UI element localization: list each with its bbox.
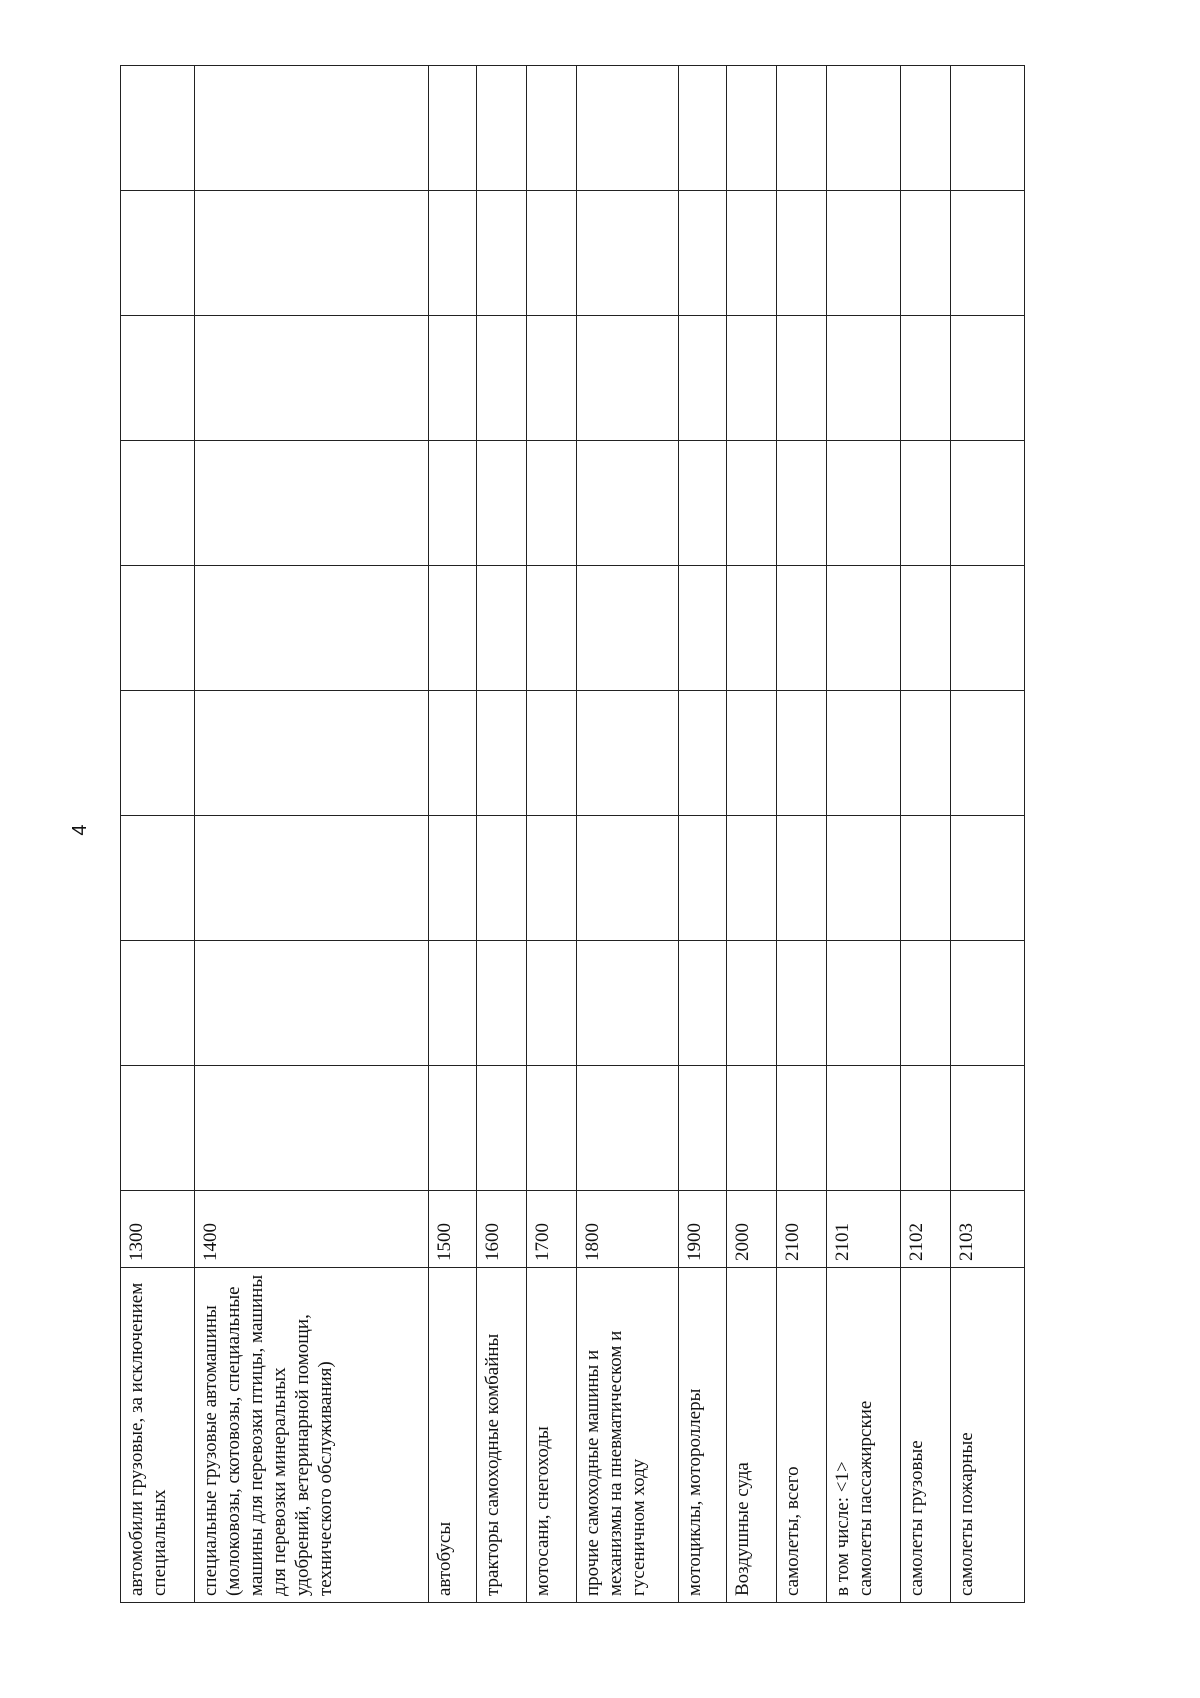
empty-cell [527,66,577,191]
empty-cell [727,316,777,441]
empty-cell [527,566,577,691]
table-row [951,66,1025,1603]
empty-cell [777,941,827,1066]
empty-cell [527,316,577,441]
empty-cell [727,566,777,691]
empty-cell [901,941,951,1066]
empty-cell [577,691,679,816]
empty-cell [195,941,429,1066]
empty-cell [901,816,951,941]
table-row [121,66,195,1603]
row-code: 1500 [429,1191,477,1268]
empty-cell [477,941,527,1066]
empty-cell [577,441,679,566]
empty-cell [901,691,951,816]
empty-cell [951,66,1025,191]
row-name: автобусы [429,1268,477,1603]
row-code: 2102 [901,1191,951,1268]
empty-cell [777,566,827,691]
row-code: 1400 [195,1191,429,1268]
row-name: автомобили грузовые, за исключением специальных [121,1268,195,1603]
table-row [195,66,429,1603]
empty-cell [827,691,901,816]
empty-cell [827,816,901,941]
empty-cell [195,316,429,441]
empty-cell [727,816,777,941]
empty-cell [827,191,901,316]
table-row [679,66,727,1603]
empty-cell [121,566,195,691]
empty-cell [527,691,577,816]
vehicle-table [120,65,1025,1603]
empty-cell [121,691,195,816]
empty-cell [477,191,527,316]
table-row [429,66,477,1603]
empty-cell [477,691,527,816]
empty-cell [577,316,679,441]
empty-cell [195,691,429,816]
empty-cell [901,566,951,691]
empty-cell [121,316,195,441]
empty-cell [951,566,1025,691]
table-row [727,66,777,1603]
empty-cell [195,191,429,316]
table-row [527,66,577,1603]
empty-cell [827,566,901,691]
empty-cell [777,1066,827,1191]
table-row [901,66,951,1603]
row-name: самолеты грузовые [901,1268,951,1603]
row-name: самолеты, всего [777,1268,827,1603]
row-name: специальные грузовые автомашины (молоковозы, скотовозы, специальные машины для перевозки птицы, машины для перевозки минеральных удобрений, ветеринарной помощи, технического обслуживания) [195,1268,429,1603]
empty-cell [777,191,827,316]
empty-cell [827,316,901,441]
row-name: самолеты пожарные [951,1268,1025,1603]
empty-cell [429,566,477,691]
empty-cell [429,191,477,316]
row-code: 1300 [121,1191,195,1268]
row-name: мотоциклы, мотороллеры [679,1268,727,1603]
empty-cell [727,1066,777,1191]
empty-cell [679,816,727,941]
empty-cell [679,691,727,816]
empty-cell [121,941,195,1066]
empty-cell [195,816,429,941]
empty-cell [577,566,679,691]
empty-cell [429,66,477,191]
empty-cell [777,816,827,941]
empty-cell [121,191,195,316]
row-code: 2100 [777,1191,827,1268]
empty-cell [121,1066,195,1191]
empty-cell [429,441,477,566]
empty-cell [727,191,777,316]
empty-cell [901,66,951,191]
empty-cell [477,316,527,441]
row-name: Воздушные суда [727,1268,777,1603]
empty-cell [951,441,1025,566]
rotated-table-container [120,205,1024,1603]
empty-cell [679,441,727,566]
empty-cell [827,441,901,566]
row-code: 2000 [727,1191,777,1268]
empty-cell [577,1066,679,1191]
row-code: 2101 [827,1191,901,1268]
empty-cell [121,441,195,566]
empty-cell [477,566,527,691]
empty-cell [679,191,727,316]
empty-cell [951,316,1025,441]
empty-cell [951,816,1025,941]
empty-cell [951,941,1025,1066]
empty-cell [577,191,679,316]
empty-cell [195,66,429,191]
empty-cell [901,1066,951,1191]
empty-cell [679,66,727,191]
empty-cell [121,816,195,941]
empty-cell [951,1066,1025,1191]
empty-cell [901,316,951,441]
row-name-line-1: в том числе: <1> [832,1461,853,1596]
row-code: 1700 [527,1191,577,1268]
row-name: мотосани, снегоходы [527,1268,577,1603]
row-name-line-2: самолеты пассажирские [855,1400,876,1596]
table-row [777,66,827,1603]
empty-cell [827,941,901,1066]
table-row [827,66,901,1603]
page-number: 4 [69,824,91,836]
empty-cell [901,441,951,566]
empty-cell [429,691,477,816]
empty-cell [727,941,777,1066]
empty-cell [527,191,577,316]
empty-cell [577,66,679,191]
table-row [577,66,679,1603]
row-code: 1600 [477,1191,527,1268]
empty-cell [777,691,827,816]
empty-cell [429,1066,477,1191]
empty-cell [577,816,679,941]
empty-cell [577,941,679,1066]
empty-cell [777,316,827,441]
empty-cell [679,1066,727,1191]
empty-cell [901,191,951,316]
empty-cell [477,66,527,191]
row-name [827,1268,901,1603]
empty-cell [827,1066,901,1191]
empty-cell [951,191,1025,316]
empty-cell [527,441,577,566]
table-row [477,66,527,1603]
empty-cell [477,441,527,566]
empty-cell [195,566,429,691]
row-code: 1800 [577,1191,679,1268]
empty-cell [527,941,577,1066]
empty-cell [827,66,901,191]
empty-cell [429,316,477,441]
empty-cell [121,66,195,191]
empty-cell [429,816,477,941]
empty-cell [477,816,527,941]
empty-cell [679,566,727,691]
empty-cell [951,691,1025,816]
empty-cell [777,441,827,566]
empty-cell [477,1066,527,1191]
row-name: прочие самоходные машины и механизмы на пневматическом и гусеничном ходу [577,1268,679,1603]
empty-cell [527,1066,577,1191]
empty-cell [727,441,777,566]
empty-cell [727,691,777,816]
empty-cell [727,66,777,191]
empty-cell [195,441,429,566]
empty-cell [429,941,477,1066]
empty-cell [777,66,827,191]
empty-cell [527,816,577,941]
row-name: тракторы самоходные комбайны [477,1268,527,1603]
empty-cell [679,316,727,441]
row-code: 1900 [679,1191,727,1268]
empty-cell [679,941,727,1066]
empty-cell [195,1066,429,1191]
row-code: 2103 [951,1191,1025,1268]
